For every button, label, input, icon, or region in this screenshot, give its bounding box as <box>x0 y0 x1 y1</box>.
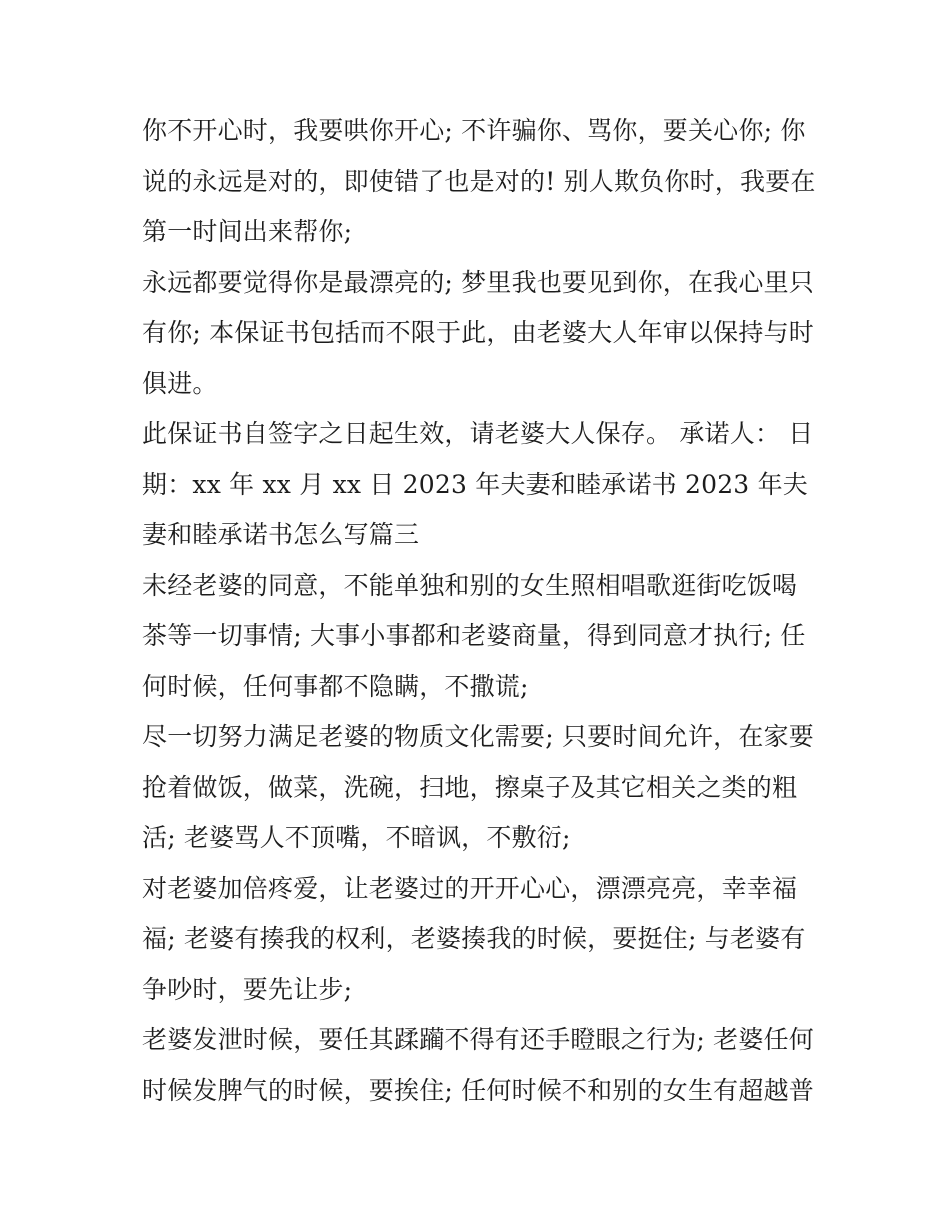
paragraph-6: 对老婆加倍疼爱，让老婆过的开开心心，漂漂亮亮，幸幸福福; 老婆有揍我的权利，老婆揍我的时候，要挺住; 与老婆有争吵时，要先让步; <box>142 873 806 1004</box>
paragraph-3: 此保证书自签字之日起生效，请老婆大人保存。 承诺人： 日期：xx 年 xx 月 xx 日 2023 年夫妻和睦承诺书 2023 年夫妻和睦承诺书怎么写篇三 <box>142 419 814 549</box>
paragraph-1: 你不开心时，我要哄你开心; 不许骗你、骂你，要关心你; 你说的永远是对的，即使错了也是对的! 别人欺负你时，我要在第一时间出来帮你; <box>142 116 816 246</box>
paragraph-7: 老婆发泄时候，要任其蹂躏不得有还手瞪眼之行为; 老婆任何时候发脾气的时候，要挨住; 任何时候不和别的女生有超越普 <box>142 1025 814 1105</box>
paragraph-2: 永远都要觉得你是最漂亮的; 梦里我也要见到你，在我心里只有你; 本保证书包括而不限于此，由老婆大人年审以保持与时俱进。 <box>142 267 814 398</box>
paragraph-4: 未经老婆的同意，不能单独和别的女生照相唱歌逛街吃饭喝茶等一切事情; 大事小事都和老婆商量，得到同意才执行; 任何时候，任何事都不隐瞒，不撒谎; <box>142 570 806 701</box>
paragraph-5: 尽一切努力满足老婆的物质文化需要; 只要时间允许，在家要抢着做饭，做菜，洗碗，扫地，擦桌子及其它相关之类的粗活; 老婆骂人不顶嘴，不暗讽，不敷衍; <box>142 722 814 852</box>
document-body <box>142 106 822 1116</box>
